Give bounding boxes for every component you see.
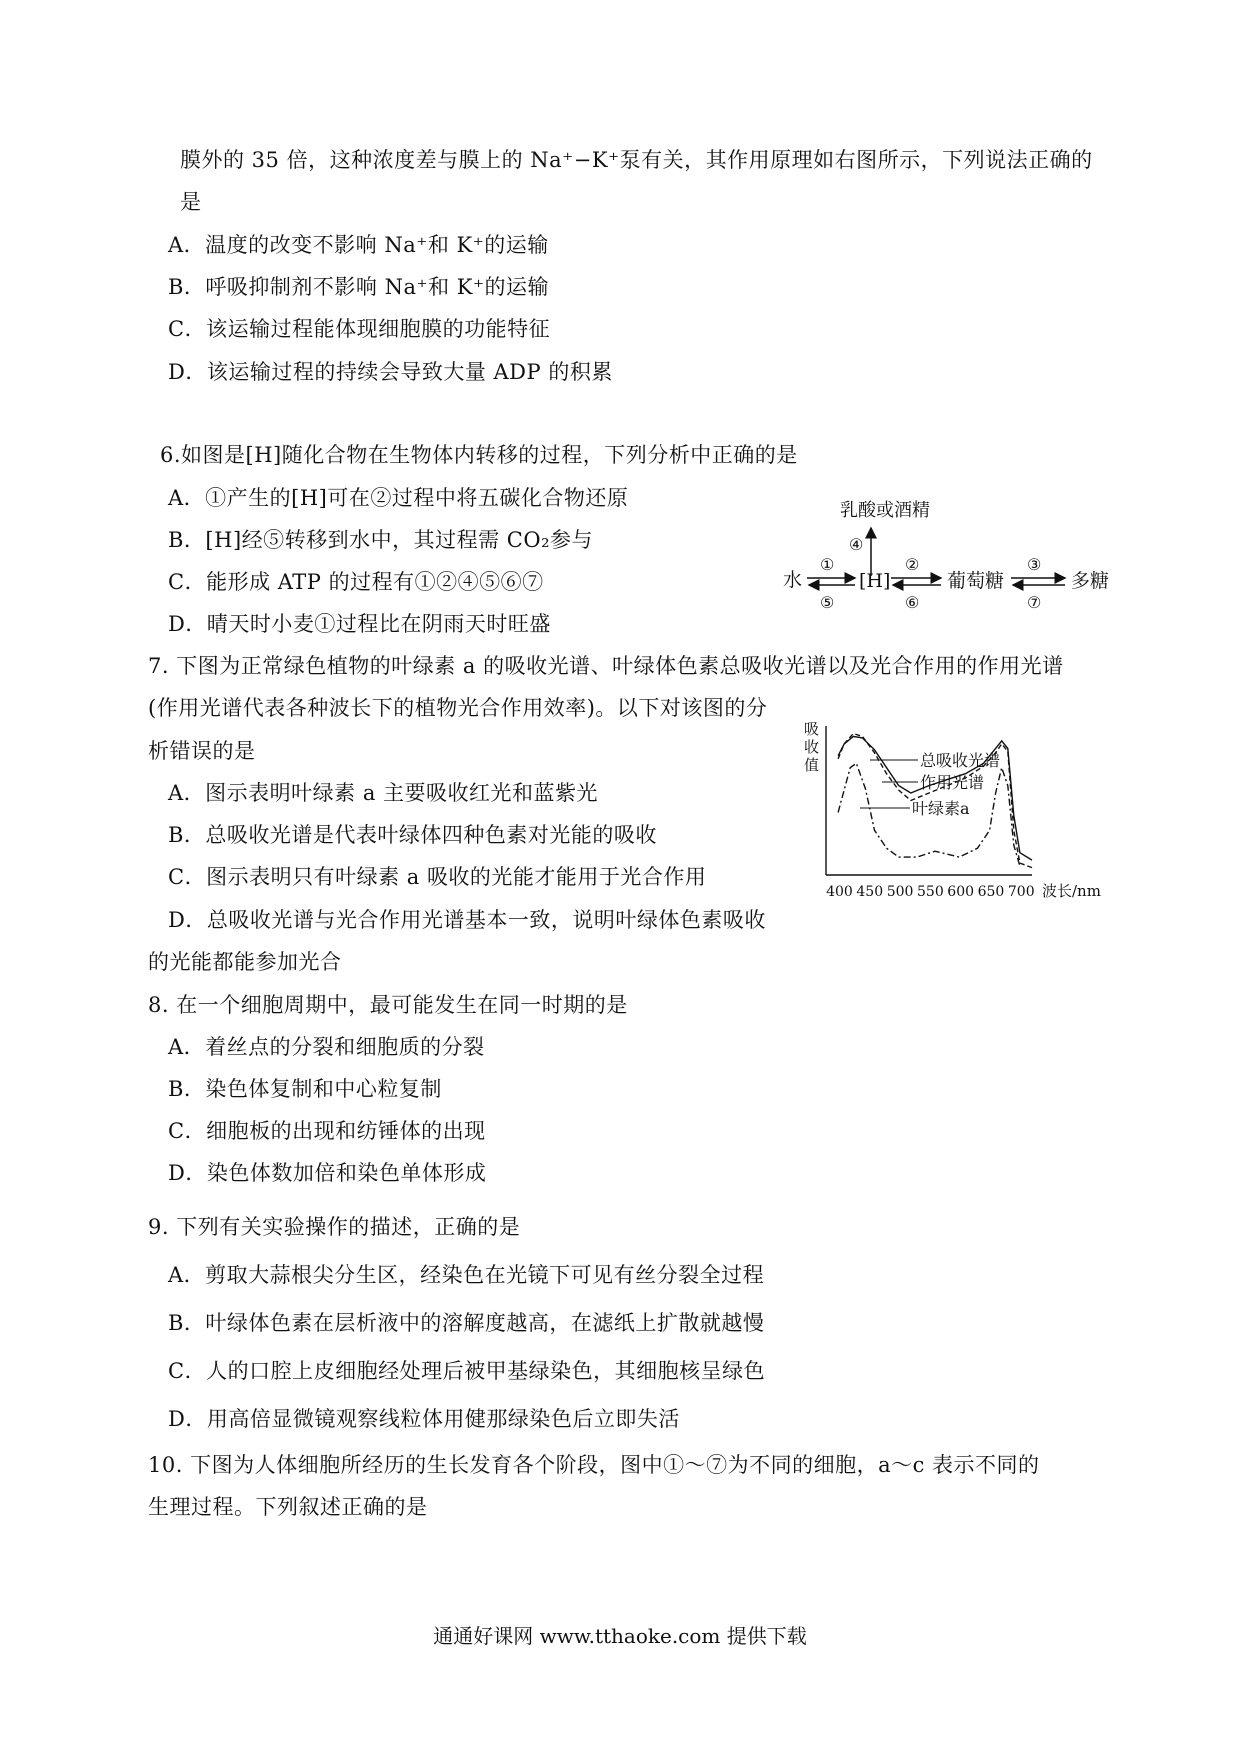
diagram-num-1: ① (820, 555, 835, 574)
x-tick-label: 600 (947, 884, 975, 900)
q5-option-c: C．该运输过程能体现细胞膜的功能特征 (168, 317, 551, 341)
legend-chlorophyll-a: 叶绿素a (912, 799, 970, 818)
q6-stem: 6.如图是[H]随化合物在生物体内转移的过程，下列分析中正确的是 (160, 443, 798, 467)
diagram-num-5: ⑤ (820, 593, 835, 612)
q9-option-b: B．叶绿体色素在层析液中的溶解度越高，在滤纸上扩散就越慢 (168, 1311, 765, 1335)
legend-action-spectrum: 作用光谱 (920, 773, 985, 792)
diagram-num-3: ③ (1027, 555, 1042, 574)
diagram-label-top: 乳酸或酒精 (840, 500, 930, 521)
q7-option-b: B．总吸收光谱是代表叶绿体四种色素对光能的吸收 (168, 823, 657, 847)
x-tick-label: 500 (886, 884, 914, 900)
q6-option-b: B．[H]经⑤转移到水中，其过程需 CO₂参与 (168, 528, 594, 552)
q8-option-a: A．着丝点的分裂和细胞质的分裂 (168, 1035, 485, 1059)
y-axis-label-char-3: 值 (804, 756, 820, 774)
diagram-label-water: 水 (783, 569, 803, 591)
h-transfer-diagram (775, 490, 1130, 620)
q7-option-d-line2: 的光能都能参加光合 (148, 950, 342, 974)
q9-option-a: A．剪取大蒜根尖分生区，经染色在光镜下可见有丝分裂全过程 (168, 1263, 765, 1287)
q8-option-b: B．染色体复制和中心粒复制 (168, 1077, 442, 1101)
page-footer: 通通好课网 www.tthaoke.com 提供下载 (433, 1624, 807, 1648)
q6-option-a: A．①产生的[H]可在②过程中将五碳化合物还原 (168, 486, 629, 510)
q8-stem: 8. 在一个细胞周期中，最可能发生在同一时期的是 (148, 993, 628, 1017)
diagram-num-2: ② (905, 555, 920, 574)
q9-stem: 9. 下列有关实验操作的描述，正确的是 (148, 1215, 521, 1239)
diagram-num-6: ⑥ (905, 593, 920, 612)
absorption-spectrum-chart (800, 712, 1120, 902)
q5-option-a: A．温度的改变不影响 Na⁺和 K⁺的运输 (168, 233, 549, 257)
q5-option-b: B．呼吸抑制剂不影响 Na⁺和 K⁺的运输 (168, 275, 550, 299)
q5-stem-line1: 膜外的 35 倍，这种浓度差与膜上的 Na⁺−K⁺泵有关，其作用原理如右图所示，下列说法正确的 (180, 148, 1093, 172)
diagram-label-h: [H] (859, 570, 891, 592)
q8-option-d: D．染色体数加倍和染色单体形成 (168, 1161, 487, 1185)
x-tick-label: 450 (856, 884, 884, 900)
diagram-num-4: ④ (849, 535, 864, 554)
q9-option-c: C．人的口腔上皮细胞经处理后被甲基绿染色，其细胞核呈绿色 (168, 1359, 766, 1383)
diagram-num-7: ⑦ (1027, 593, 1042, 612)
q7-stem-line1: 7. 下图为正常绿色植物的叶绿素 a 的吸收光谱、叶绿体色素总吸收光谱以及光合作用的作用光谱 (148, 654, 1064, 678)
q6-option-d: D．晴天时小麦①过程比在阴雨天时旺盛 (168, 612, 551, 636)
diagram-label-poly: 多糖 (1071, 570, 1110, 592)
x-tick-label: 700 (1007, 884, 1035, 900)
x-tick-label: 400 (826, 884, 853, 900)
q10-stem-line1: 10. 下图为人体细胞所经历的生长发育各个阶段，图中①～⑦为不同的细胞，a～c 表示不同的 (148, 1453, 1040, 1477)
x-tick-label: 650 (977, 884, 1005, 900)
legend-total-absorption: 总吸收光谱 (920, 751, 1001, 770)
q10-stem-line2: 生理过程。下列叙述正确的是 (148, 1495, 428, 1519)
x-tick-label: 550 (917, 884, 944, 900)
y-axis-label-char-2: 收 (804, 738, 820, 756)
q7-option-a: A．图示表明叶绿素 a 主要吸收红光和蓝紫光 (168, 781, 599, 805)
q8-option-c: C．细胞板的出现和纺锤体的出现 (168, 1119, 486, 1143)
q7-option-d-line1: D．总吸收光谱与光合作用光谱基本一致，说明叶绿体色素吸收 (168, 908, 766, 932)
diagram-label-glucose: 葡萄糖 (947, 570, 1005, 592)
q7-option-c: C．图示表明只有叶绿素 a 吸收的光能才能用于光合作用 (168, 865, 707, 889)
q7-stem-line2: (作用光谱代表各种波长下的植物光合作用效率)。以下对该图的分 (148, 696, 768, 720)
q7-stem-line3: 析错误的是 (148, 739, 256, 763)
q6-option-c: C．能形成 ATP 的过程有①②④⑤⑥⑦ (168, 570, 544, 594)
q5-option-d: D．该运输过程的持续会导致大量 ADP 的积累 (168, 360, 613, 384)
y-axis-label-char-1: 吸 (804, 720, 820, 738)
x-axis-label: 波长/nm (1042, 882, 1101, 900)
q5-stem-line2: 是 (180, 190, 202, 214)
q9-option-d: D．用高倍显微镜观察线粒体用健那绿染色后立即失活 (168, 1407, 680, 1431)
